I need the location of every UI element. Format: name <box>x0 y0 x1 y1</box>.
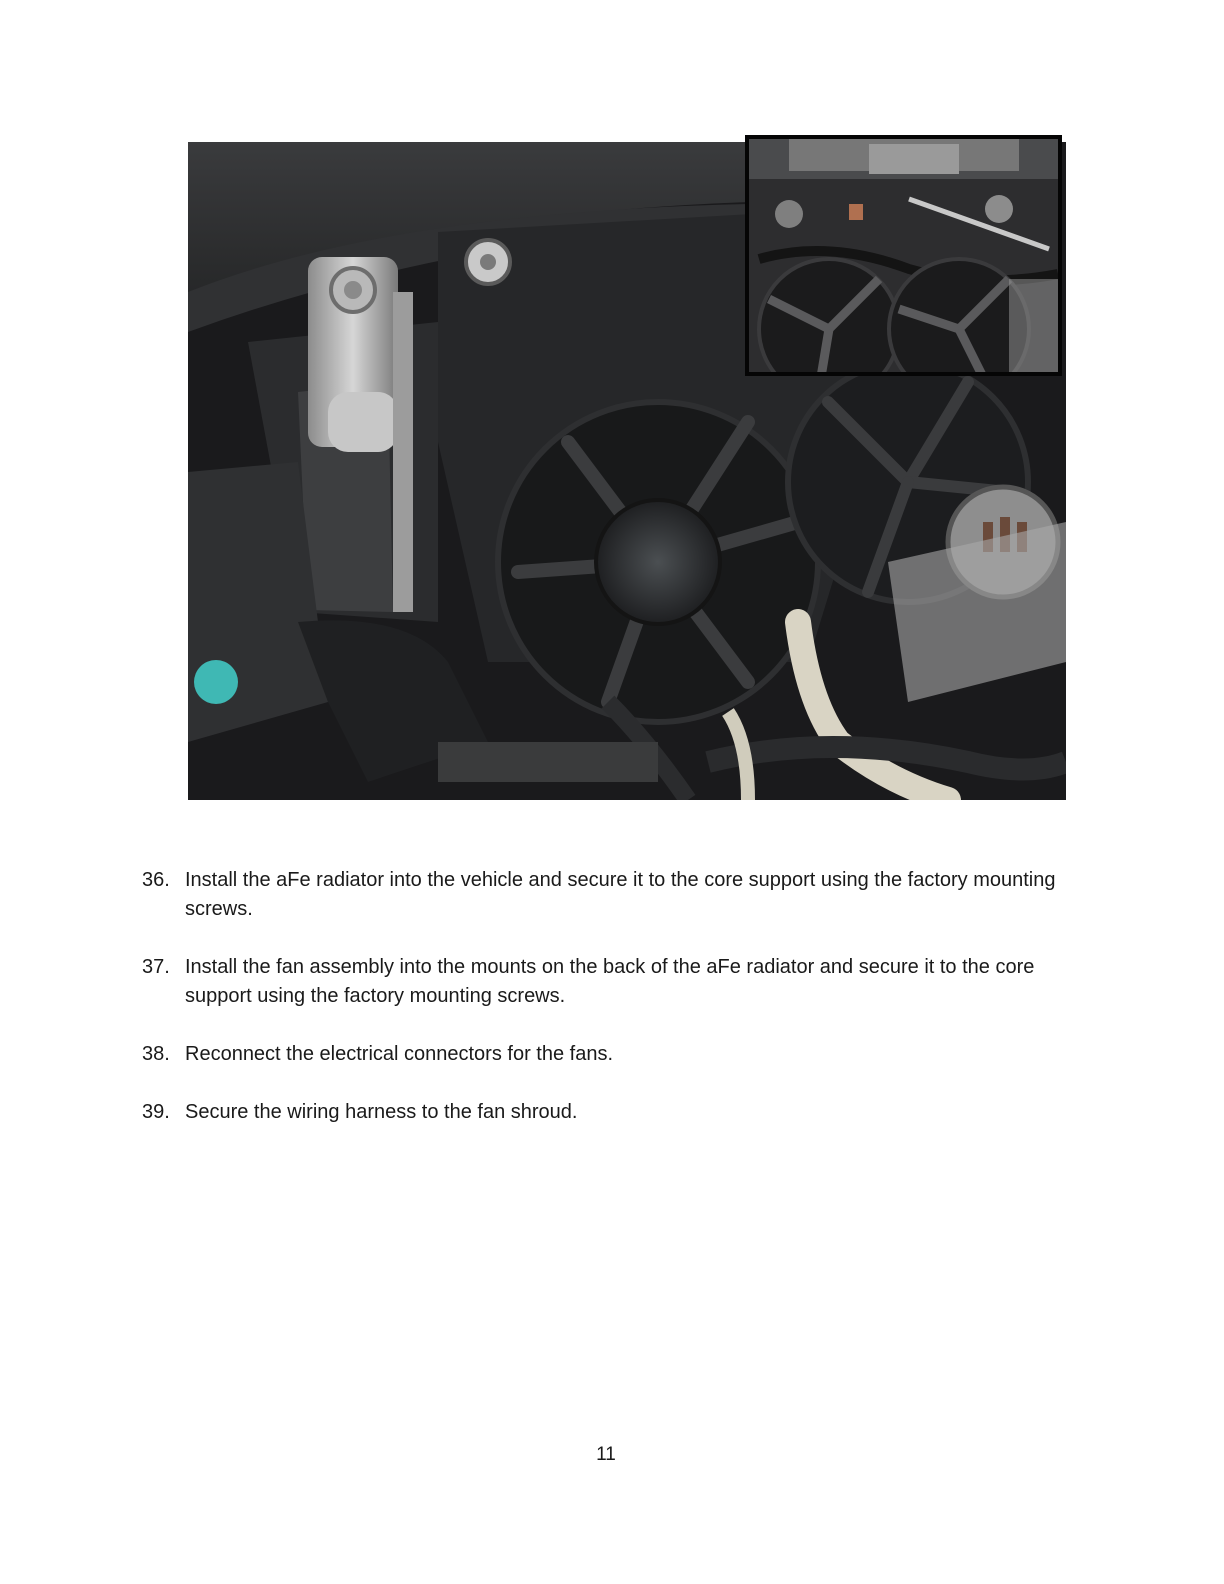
step-39 <box>142 1098 1072 1127</box>
step-36 <box>142 866 1072 924</box>
step-text: Install the aFe radiator into the vehicle and secure it to the core support using the factory mounting screws. <box>185 869 1056 920</box>
step-37 <box>142 953 1072 1011</box>
step-38 <box>142 1040 1072 1069</box>
step-number: 36. <box>142 869 170 891</box>
page-number: 11 <box>596 1444 616 1465</box>
instruction-steps <box>142 866 1072 1156</box>
step-number: 39. <box>142 1101 170 1123</box>
step-text: Secure the wiring harness to the fan shroud. <box>185 1101 578 1123</box>
step-text: Install the fan assembly into the mounts on the back of the aFe radiator and secure it to the core support using the factory mounting screws. <box>185 956 1035 1007</box>
inset-detail-photo <box>745 135 1062 376</box>
step-number: 37. <box>142 956 170 978</box>
step-number: 38. <box>142 1043 170 1065</box>
step-text: Reconnect the electrical connectors for the fans. <box>185 1043 614 1065</box>
